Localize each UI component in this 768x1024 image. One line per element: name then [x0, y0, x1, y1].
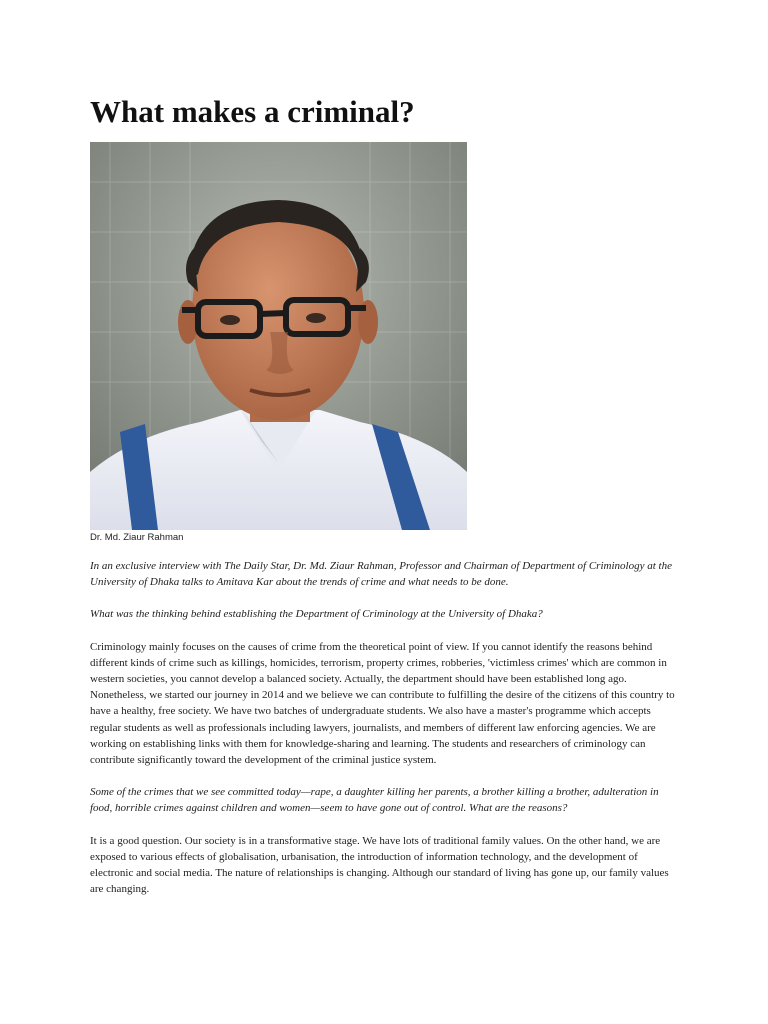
article-body — [90, 558, 680, 913]
question-paragraph: Some of the crimes that we see committed today—rape, a daughter killing her parents, a brother killing a brother, adulteration in food, horrible crimes against children and women—seem to have gone out of control. What are the reasons? — [90, 786, 659, 815]
photo-caption: Dr. Md. Ziaur Rahman — [90, 532, 184, 543]
answer-paragraph: It is a good question. Our society is in a transformative stage. We have lots of traditional family values. On the other hand, we are exposed to various effects of globalisation, urbanisation, the introduction of information technology, and the development of electronic and social media. The nature of relationships is changing. Although our standard of living has gone up, our family values are changing. — [90, 834, 669, 896]
portrait-photo — [90, 142, 467, 530]
answer-paragraph: Criminology mainly focuses on the causes of crime from the theoretical point of view. If you cannot identify the reasons behind different kinds of crime such as killings, homicides, terrorism, property crimes, robberies, 'victimless crimes' which are common in western societies, you cannot develop a balanced society. Actually, the department should have been established long ago. Nonetheless, we started our journey in 2014 and we believe we can contribute to fulfilling the desire of the citizens of this country to have a healthy, free society. We have two batches of undergraduate students. We also have a master's programme which accepts regular students as well as professionals including lawyers, journalists, and members of different law enforcing agencies. We are working on establishing links with them for knowledge-sharing and learning. The students and researchers of criminology can contribute significantly toward the development of the criminal justice system. — [90, 640, 675, 767]
intro-paragraph: In an exclusive interview with The Daily Star, Dr. Md. Ziaur Rahman, Professor and Chairman of Department of Criminology at the University of Dhaka talks to Amitava Kar about the trends of crime and what needs to be done. — [90, 560, 672, 589]
article-title: What makes a criminal? — [90, 94, 415, 129]
question-paragraph: What was the thinking behind establishing the Department of Criminology at the University of Dhaka? — [90, 608, 543, 621]
